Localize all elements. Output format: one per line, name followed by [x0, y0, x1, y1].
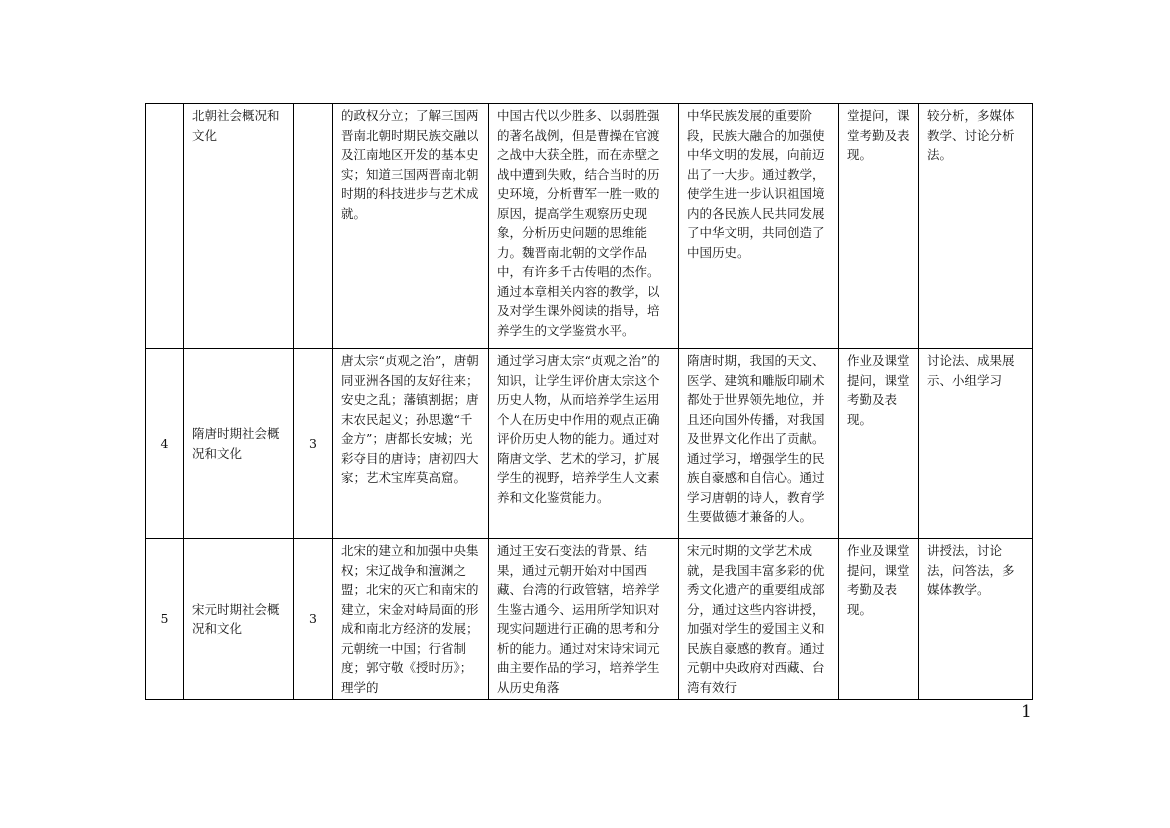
teaching-method-cell: 讲授法，讨论法，问答法，多媒体教学。 — [919, 539, 1033, 700]
ability-goal-cell: 中国古代以少胜多、以弱胜强的著名战例，但是曹操在官渡之战中大获全胜，而在赤壁之战中遭到失败，结合当时的历史环境，分析曹军一胜一败的原因，提高学生观察历史现象，分析历史问题的思维能力。魏晋南北朝的文学作品中，有许多千古传唱的杰作。通过本章相关内容的教学，以及对学生课外阅读的指导，培养学生的文学鉴赏水平。 — [489, 104, 679, 349]
chapter-title-cell: 北朝社会概况和文化 — [184, 104, 294, 349]
lesson-number-cell — [146, 104, 184, 349]
ability-goal-cell: 通过学习唐太宗“贞观之治”的知识，让学生评价唐太宗这个历史人物，从而培养学生运用个人在历史中作用的观点正确评价历史人物的能力。通过对隋唐文学、艺术的学习，扩展学生的视野，培养学生人文素养和文化鉴赏能力。 — [489, 349, 679, 539]
assessment-cell: 作业及课堂提问，课堂考勤及表现。 — [839, 349, 919, 539]
class-hours-cell: 3 — [294, 539, 333, 700]
lesson-number-cell: 5 — [146, 539, 184, 700]
assessment-cell: 作业及课堂提问，课堂考勤及表现。 — [839, 539, 919, 700]
table-row — [146, 349, 1033, 539]
teaching-content-cell: 的政权分立；了解三国两晋南北朝时期民族交融以及江南地区开发的基本史实；知道三国两晋南北朝时期的科技进步与艺术成就。 — [333, 104, 489, 349]
teaching-method-cell: 讨论法、成果展示、小组学习 — [919, 349, 1033, 539]
emotion-goal-cell: 宋元时期的文学艺术成就，是我国丰富多彩的优秀文化遗产的重要组成部分，通过这些内容讲授，加强对学生的爱国主义和民族自豪感的教育。通过元朝中央政府对西藏、台湾有效行 — [679, 539, 839, 700]
teaching-content-cell: 北宋的建立和加强中央集权；宋辽战争和澶渊之盟；北宋的灭亡和南宋的建立，宋金对峙局面的形成和南北方经济的发展；元朝统一中国；行省制度；郭守敬《授时历》；理学的 — [333, 539, 489, 700]
assessment-cell: 堂提问，课堂考勤及表现。 — [839, 104, 919, 349]
teaching-method-cell: 较分析，多媒体教学、讨论分析法。 — [919, 104, 1033, 349]
emotion-goal-cell: 隋唐时期，我国的天文、医学、建筑和雕版印刷术都处于世界领先地位，并且还向国外传播，对我国及世界文化作出了贡献。通过学习，增强学生的民族自豪感和自信心。通过学习唐朝的诗人，教育学生要做德才兼备的人。 — [679, 349, 839, 539]
teaching-content-cell: 唐太宗“贞观之治”，唐朝同亚洲各国的友好往来；安史之乱；藩镇割据；唐末农民起义；孙思邈“千金方”；唐都长安城；光彩夺目的唐诗；唐初四大家；艺术宝库莫高窟。 — [333, 349, 489, 539]
class-hours-cell — [294, 104, 333, 349]
ability-goal-cell: 通过王安石变法的背景、结果，通过元朝开始对中国西藏、台湾的行政管辖，培养学生鉴古通今、运用所学知识对现实问题进行正确的思考和分析的能力。通过对宋诗宋词元曲主要作品的学习，培养学生从历史角落 — [489, 539, 679, 700]
class-hours-cell: 3 — [294, 349, 333, 539]
chapter-title-cell: 宋元时期社会概况和文化 — [184, 539, 294, 700]
page-number: 1 — [1021, 702, 1032, 722]
chapter-title-cell: 隋唐时期社会概况和文化 — [184, 349, 294, 539]
table-row — [146, 539, 1033, 700]
table-row — [146, 104, 1033, 349]
emotion-goal-cell: 中华民族发展的重要阶段，民族大融合的加强使中华文明的发展，向前迈出了一大步。通过教学，使学生进一步认识祖国境内的各民族人民共同发展了中华文明，共同创造了中国历史。 — [679, 104, 839, 349]
syllabus-table — [145, 103, 1033, 700]
lesson-number-cell: 4 — [146, 349, 184, 539]
